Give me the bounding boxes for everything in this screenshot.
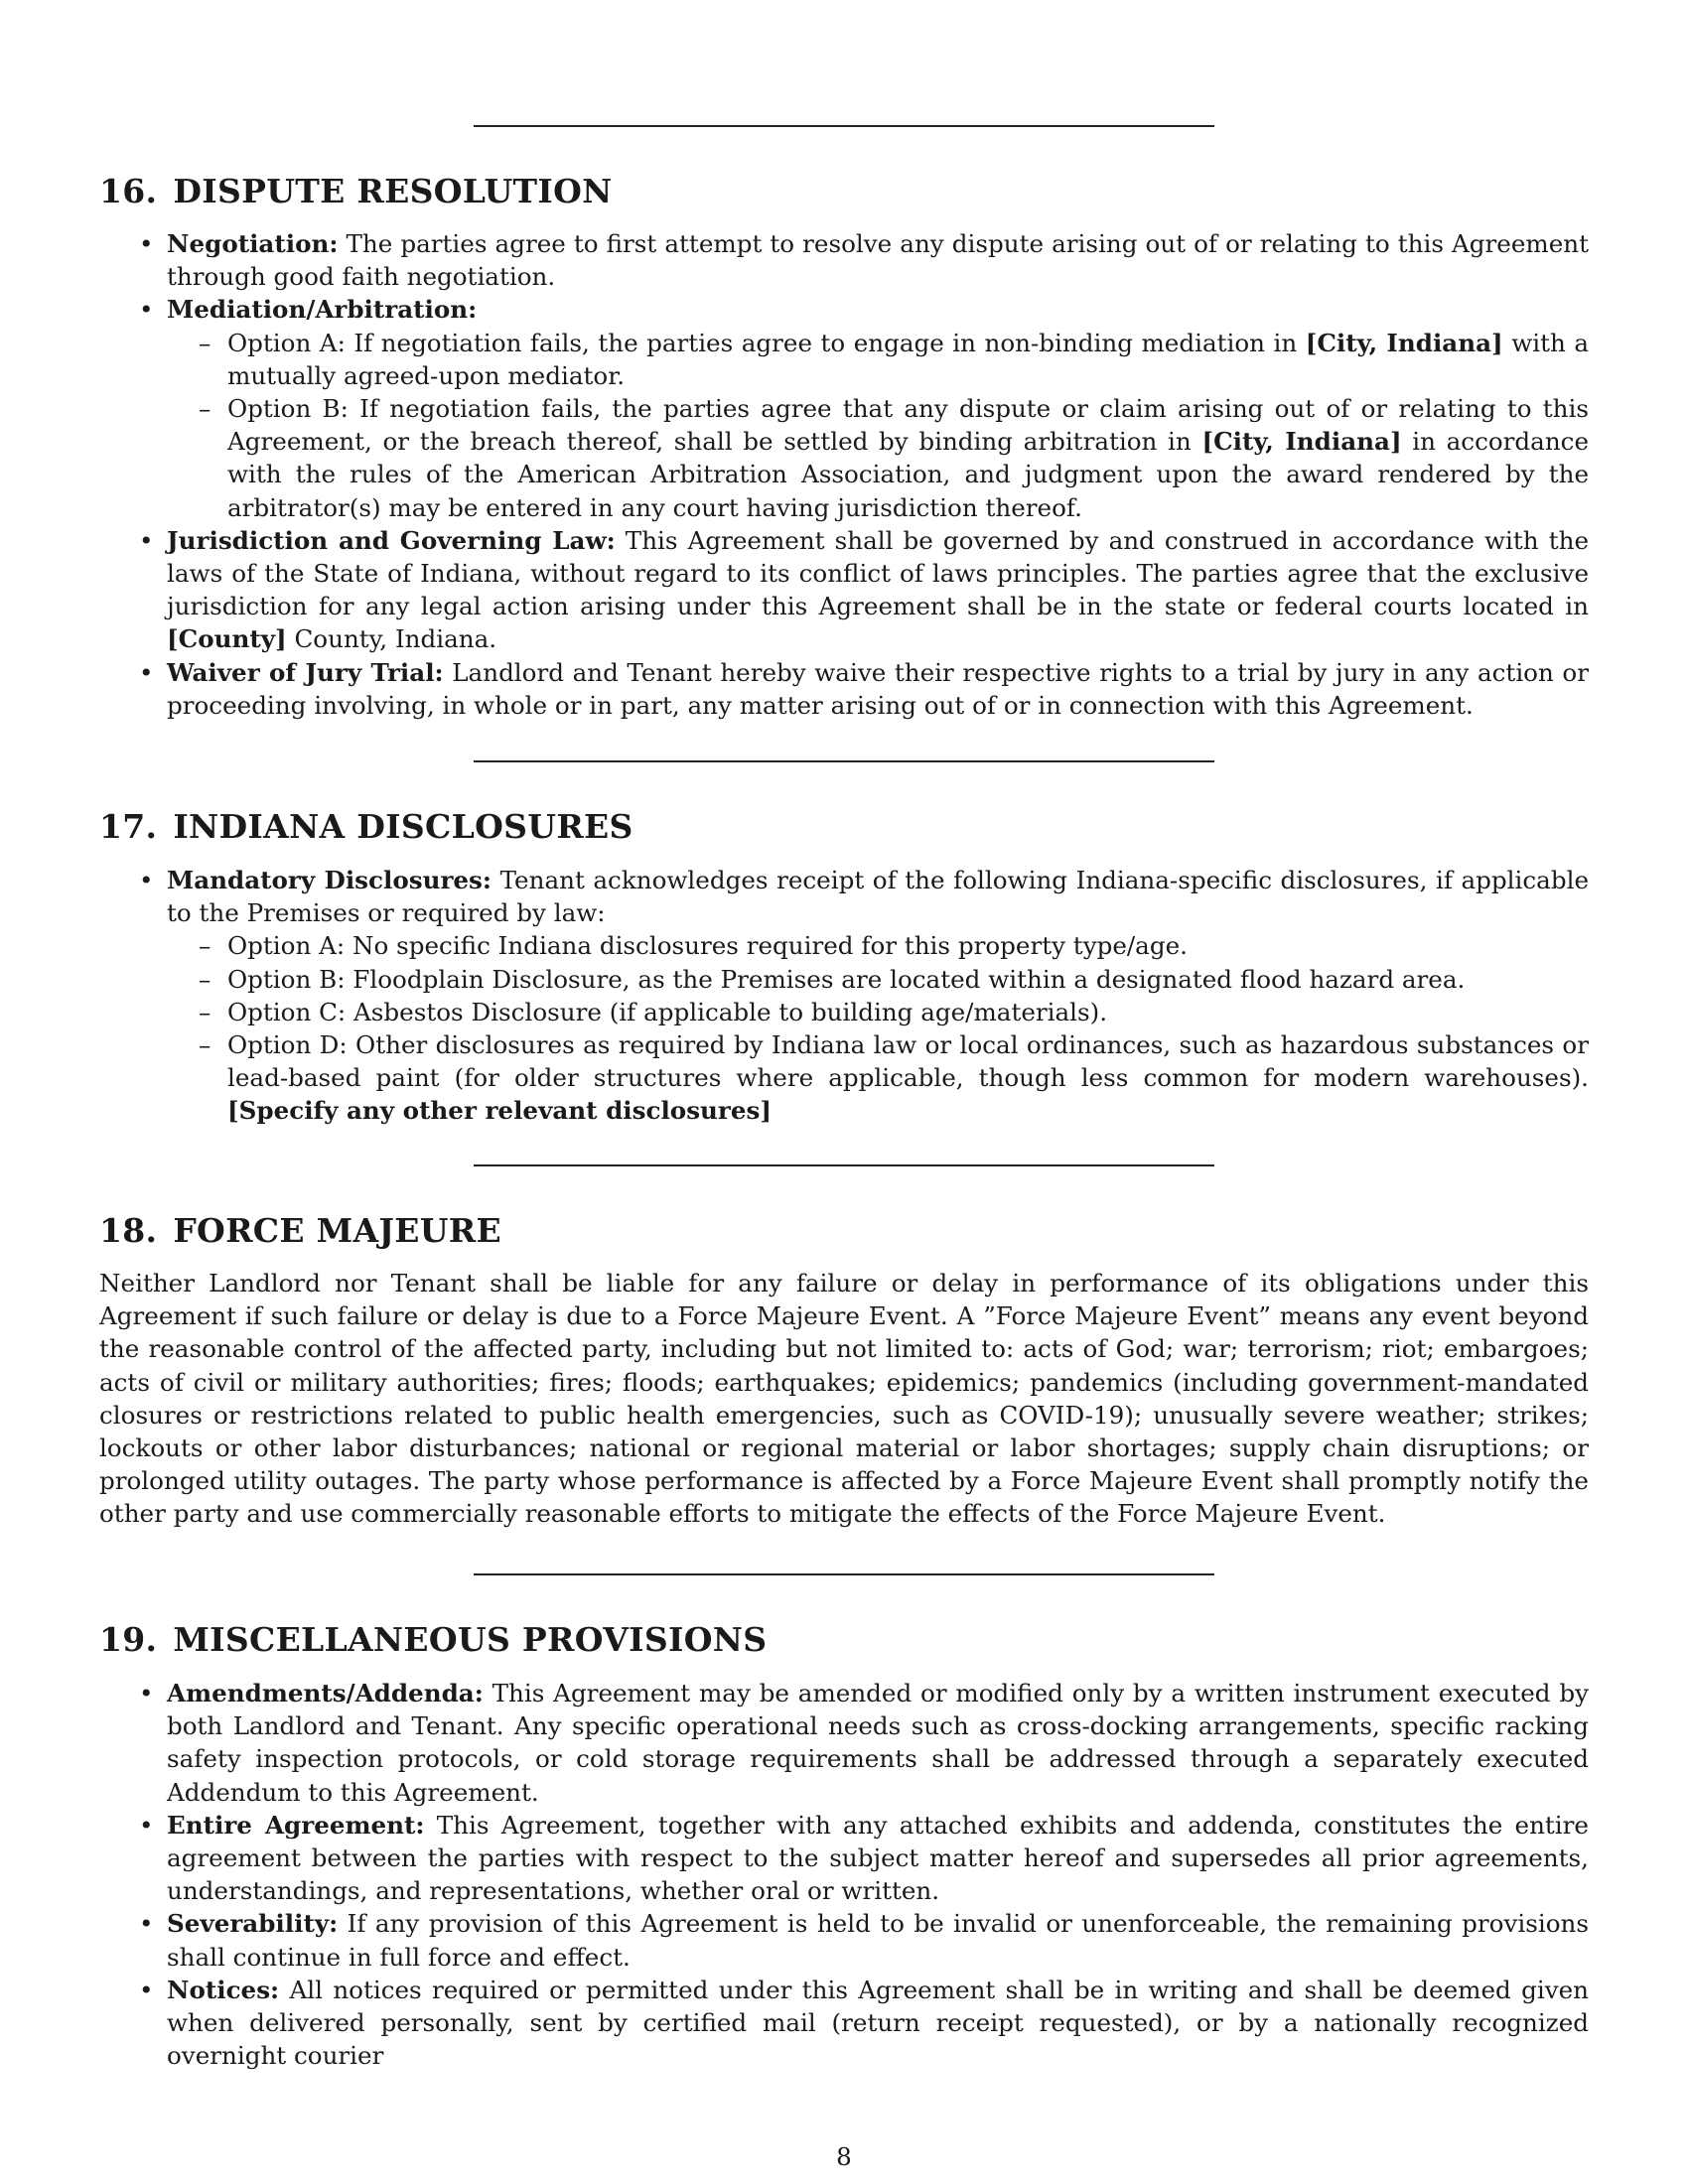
option-text: Option B: If negotiation fails, the parties agree that any dispute or claim arising out of or relating to this Agreement, or the breach thereof, shall be settled by binding arbitration in <box>227 394 1589 457</box>
section-16-heading <box>99 172 613 211</box>
item-label: Negotiation: <box>167 229 339 258</box>
section-18-heading <box>99 1211 501 1251</box>
list-item-entire-agreement <box>99 1809 1589 1908</box>
item-text: This Agreement shall be governed by and construed in accordance with the laws of the State of Indiana, without regard to its conflict of laws principles. The parties agree that the exclusive jurisdiction for any legal action arising under this Agreement shall be in the state or federal courts located in <box>167 525 1589 621</box>
item-label: Severability: <box>167 1909 339 1939</box>
section-title: INDIANA DISCLOSURES <box>173 807 633 846</box>
item-text: This Agreement may be amended or modified only by a written instrument executed by both Landlord and Tenant. Any specific operational needs such as cross-docking arrangements, specific racking safety inspection protocols, or cold storage requirements shall be addressed through a separately executed Addendum to this Agreement. <box>167 1679 1589 1807</box>
item-text: All notices required or permitted under this Agreement shall be in writing and shall be deemed given when delivered personally, sent by certified mail (return receipt requested), or by a nationally recognized overnight courier <box>167 1975 1589 2071</box>
item-label: Waiver of Jury Trial: <box>167 657 444 687</box>
item-label: Amendments/Addenda: <box>167 1679 484 1707</box>
bullet-list <box>99 1677 1589 2072</box>
section-divider <box>474 760 1214 762</box>
item-text: Tenant acknowledges receipt of the following Indiana-specific disclosures, if applicable to the Premises or required by law: <box>167 866 1590 928</box>
section-19-body <box>99 1677 1589 2072</box>
sub-list <box>167 929 1589 1127</box>
section-18-body <box>99 1267 1589 1531</box>
sub-item-option-b: – Option B: Floodplain Disclosure, as the Premises are located within a designated flood hazard area. <box>167 963 1589 996</box>
section-title: DISPUTE RESOLUTION <box>173 172 613 210</box>
list-item-amendments <box>99 1677 1589 1809</box>
section-16-body <box>99 227 1589 722</box>
item-label: Jurisdiction and Governing Law: <box>167 525 616 555</box>
list-item-severability <box>99 1907 1589 1973</box>
section-17-body <box>99 864 1589 1128</box>
list-item-mandatory-disclosures <box>99 864 1589 1128</box>
section-divider <box>474 125 1214 127</box>
force-majeure-paragraph: Neither Landlord nor Tenant shall be liable for any failure or delay in performance of its obligations under this Agreement if such failure or delay is due to a Force Majeure Event. A ”Force Majeure Event” means any event beyond the reasonable control of the affected party, including but not limited to: acts of God; war; terrorism; riot; embargoes; acts of civil or military authorities; fires; floods; earthquakes; epidemics; pandemics (including government-mandated closures or restrictions related to public health emergencies, such as COVID-19); unusually severe weather; strikes; lockouts or other labor disturbances; national or regional material or labor shortages; supply chain disruptions; or prolonged utility outages. The party whose performance is affected by a Force Majeure Event shall promptly notify the other party and use commercially reasonable efforts to mitigate the effects of the Force Majeure Event. <box>99 1269 1589 1529</box>
list-item-mediation <box>99 293 1589 523</box>
item-text: County, Indiana. <box>286 624 497 654</box>
item-label: Notices: <box>167 1975 280 2004</box>
section-number: 17. <box>99 807 158 846</box>
item-label: Entire Agreement: <box>167 1810 425 1840</box>
section-divider <box>474 1573 1214 1575</box>
section-19-heading <box>99 1620 767 1660</box>
item-text: If any provision of this Agreement is held to be invalid or unenforceable, the remaining provisions shall continue in full force and effect. <box>167 1909 1589 1972</box>
option-text: in accordance with the rules of the American Arbitration Association, and judgment upon the award rendered by the arbitrator(s) may be entered in any court having jurisdiction thereof. <box>227 427 1589 522</box>
option-text: with a mutually agreed-upon mediator. <box>227 328 1590 390</box>
section-title: MISCELLANEOUS PROVISIONS <box>173 1620 768 1659</box>
section-number: 18. <box>99 1211 158 1250</box>
section-divider <box>474 1164 1214 1166</box>
section-number: 19. <box>99 1620 158 1659</box>
option-text: Option D: Other disclosures as required by Indiana law or local ordinances, such as hazardous substances or lead-based paint (for older structures where applicable, though less common for modern warehouses). <box>227 1030 1589 1093</box>
list-item-negotiation <box>99 227 1589 293</box>
item-text: The parties agree to first attempt to resolve any dispute arising out of or relating to this Agreement through good faith negotiation. <box>167 229 1589 292</box>
item-text: Landlord and Tenant hereby waive their respective rights to a trial by jury in any action or proceeding involving, in whole or in part, any matter arising out of or in connection with this Agreement. <box>167 657 1589 720</box>
placeholder-city: [City, Indiana] <box>1305 328 1503 357</box>
list-item-notices <box>99 1974 1589 2073</box>
sub-item-option-d <box>167 1028 1589 1128</box>
section-number: 16. <box>99 172 158 210</box>
list-item-jurisdiction <box>99 524 1589 656</box>
item-label: Mandatory Disclosures: <box>167 866 492 894</box>
sub-list <box>167 327 1589 524</box>
document-page <box>99 0 1589 2184</box>
placeholder-disclosures: [Specify any other relevant disclosures] <box>227 1096 773 1126</box>
sub-item-option-a <box>167 327 1589 392</box>
item-label: Mediation/Arbitration: <box>167 295 478 325</box>
section-title: FORCE MAJEURE <box>173 1211 501 1250</box>
option-text: Option A: If negotiation fails, the parties agree to engage in non-binding mediation in <box>227 328 1306 357</box>
page-number: 8 <box>836 2142 852 2171</box>
sub-item-option-b <box>167 392 1589 524</box>
placeholder-county: [County] <box>167 624 287 654</box>
bullet-list <box>99 227 1589 722</box>
sub-item-option-c: – Option C: Asbestos Disclosure (if applicable to building age/materials). <box>167 996 1589 1028</box>
item-text: This Agreement, together with any attached exhibits and addenda, constitutes the entire agreement between the parties with respect to the subject matter hereof and supersedes all prior agreements, understandings, and representations, whether oral or written. <box>167 1810 1589 1906</box>
sub-item-option-a: – Option A: No specific Indiana disclosures required for this property type/age. <box>167 929 1589 962</box>
bullet-list <box>99 864 1589 1128</box>
list-item-jury-waiver <box>99 656 1589 722</box>
placeholder-city: [City, Indiana] <box>1201 427 1402 457</box>
section-17-heading <box>99 807 633 847</box>
